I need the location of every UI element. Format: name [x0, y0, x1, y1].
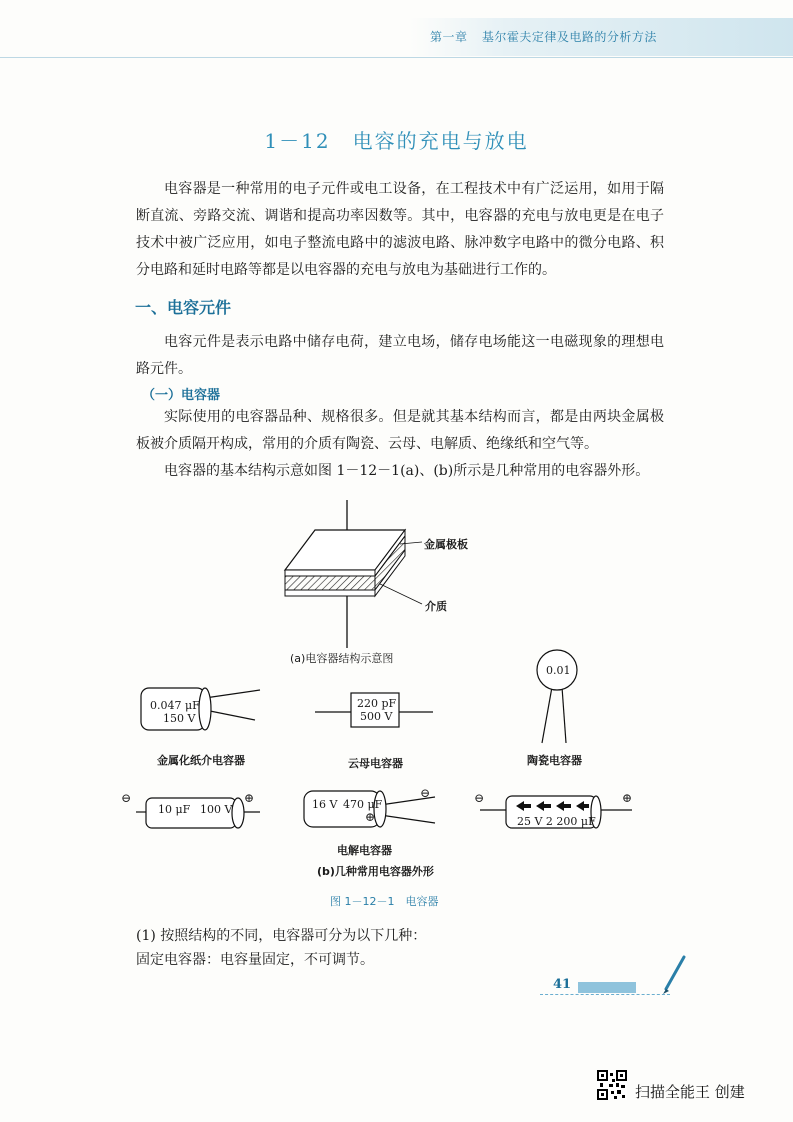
header-rule — [0, 57, 793, 58]
electrolytic-capacitor-polarized — [470, 788, 640, 838]
plate-edge-top — [285, 570, 375, 576]
ceramic-capacitor — [530, 645, 590, 745]
page-number-bar — [578, 982, 636, 993]
cap2-voltage: 16 V — [312, 798, 338, 811]
scanner-watermark: 扫描全能王 创建 — [635, 1083, 745, 1101]
intro-paragraph: 电容器是一种常用的电子元件或电工设备，在工程技术中有广泛运用，如用于隔断直流、旁路交流、调谐和提高功率因数等。其中，电容器的充电与放电更是在电子技术中被广泛应用，如电子整流电路中的滤波电路、脉冲数字电路中的微分电路、积分电路和延时电路等都是以电容器的充电与放电为基础进行工作的。 — [136, 181, 664, 278]
cap2-minus-sign: ⊖ — [420, 786, 431, 800]
paragraph-figure-ref: 电容器的基本结构示意如图 1－12－1(a)、(b)所示是几种常用的电容器外形。 — [164, 463, 650, 479]
section-title — [0, 125, 793, 154]
bottom-plate — [285, 590, 375, 596]
capacitor-structure-diagram — [270, 500, 470, 650]
paragraph-fixed-capacitor: 固定电容器：电容量固定，不可调节。 — [136, 952, 374, 968]
mica-cap-value: 220 pF — [357, 697, 397, 710]
chapter-title: 基尔霍夫定律及电路的分析方法 — [481, 30, 657, 44]
paragraph-element-definition: 电容元件是表示电路中储存电荷，建立电场，储存电场能这一电磁现象的理想电路元件。 — [136, 334, 664, 377]
page-footer-rule — [540, 994, 670, 995]
chapter-number: 第一章 — [430, 30, 468, 44]
page-number: 41 — [553, 977, 572, 992]
section-number: 1－12 — [264, 129, 331, 153]
mica-cap-name: 云母电容器 — [348, 757, 403, 770]
mica-cap-voltage: 500 V — [360, 710, 393, 723]
paragraph-structure: 实际使用的电容器品种、规格很多。但是就其基本结构而言，都是由两块金属极板被介质隔开构成，常用的介质有陶瓷、云母、电解质、绝缘纸和空气等。 — [136, 409, 664, 452]
cap2-capacitance: 470 μF — [343, 798, 383, 811]
figure-caption: 图 1－12－1 电容器 — [330, 895, 439, 908]
label-dielectric: 介质 — [425, 600, 447, 613]
cap1-voltage: 100 V — [200, 803, 233, 816]
cap2-plus-sign: ⊕ — [365, 810, 376, 824]
ceramic-cap-value: 0.01 — [546, 664, 571, 677]
paragraph-classification: (1) 按照结构的不同，电容器可分为以下几种： — [136, 928, 427, 944]
cap3-rating: 25 V 2 200 μF — [517, 815, 596, 828]
running-header — [430, 28, 657, 45]
heading-capacitor: （一）电容器 — [142, 388, 221, 403]
cap3-minus-sign: ⊖ — [474, 791, 485, 805]
qr-code-icon — [597, 1070, 627, 1100]
dielectric-front — [285, 576, 375, 590]
section-heading: 电容的充电与放电 — [352, 129, 529, 153]
subcaption-b: (b)几种常用电容器外形 — [317, 865, 434, 878]
ceramic-cap-name: 陶瓷电容器 — [527, 754, 582, 767]
cap3-plus-sign: ⊕ — [622, 791, 633, 805]
paper-cap-value: 0.047 μF — [150, 699, 200, 712]
electrolytic-cap-name: 电解电容器 — [337, 844, 392, 857]
subcaption-a: (a)电容器结构示意图 — [290, 652, 394, 665]
cap1-minus-sign: ⊖ — [121, 791, 132, 805]
heading-capacitive-element: 一、电容元件 — [135, 298, 232, 317]
label-metal-plate: 金属极板 — [424, 538, 468, 551]
cap1-plus-sign: ⊕ — [244, 791, 255, 805]
pen-icon — [658, 955, 688, 995]
cap1-capacitance: 10 μF — [158, 803, 191, 816]
dielectric-leader — [380, 584, 422, 604]
paper-cap-name: 金属化纸介电容器 — [157, 754, 245, 767]
paper-cap-voltage: 150 V — [163, 712, 196, 725]
